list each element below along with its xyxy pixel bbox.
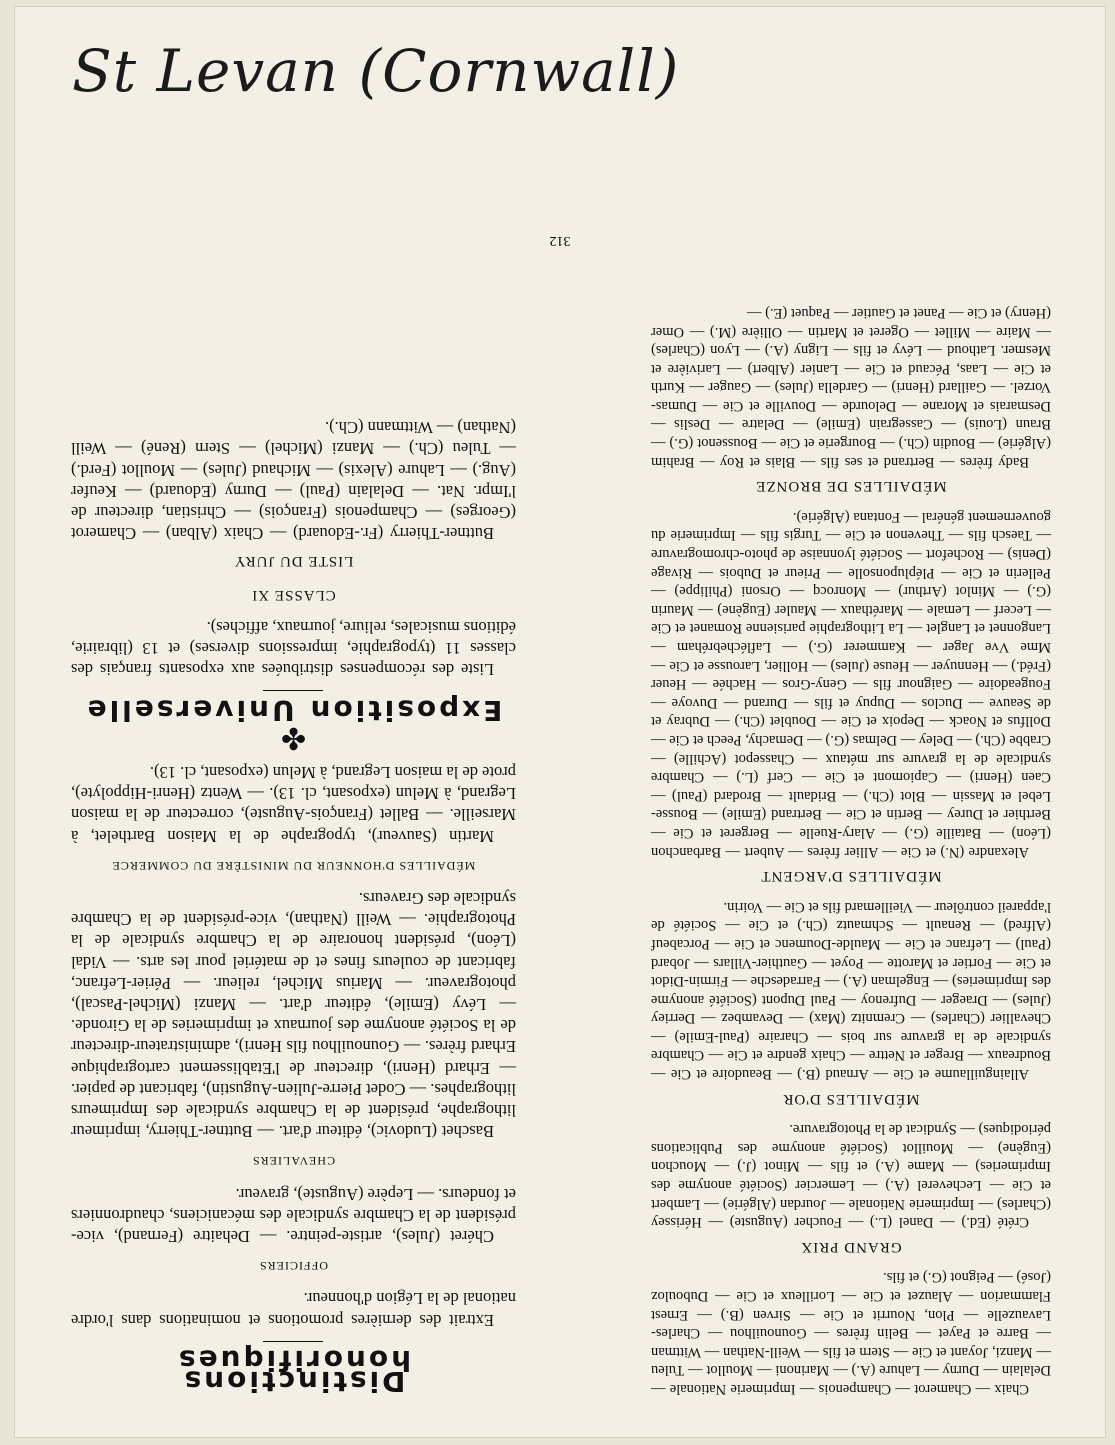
divider bbox=[264, 690, 324, 691]
distinctions-intro: Extrait des dernières promotions et nominations dans l'ordre national de la Légion d'honneur. bbox=[71, 1289, 516, 1330]
page-number: 312 bbox=[549, 233, 571, 248]
scanned-page bbox=[14, 6, 1106, 1438]
distinctions-title: Distinctions honorifiques bbox=[175, 1343, 412, 1398]
hors-concours-text: Chaix — Chamerot — Champenois — Imprimerie Nationale — Delalain — Durny — Lahure (A.) — Marinoni — Moullot — Tuleu — Manzi, Joyant et Cie — Stern et fils — Weill-Nathan — Wittman — Barre et Payet — Belin frères — Gounouilhou — Charles-Lavauzelle — Plon, Nourrit et Cie — Sirven (B.) — Ernest Flammarion — Alauzet et Cie — Lorilleux et Cie — Dubouloz (José) — Peignot (G.) et fils. bbox=[651, 1269, 1051, 1397]
commerce-heading: MÉDAILLES D'HONNEUR DU MINISTÈRE DU COMMERCE bbox=[111, 858, 476, 873]
jury-text: Buttner-Thierry (Fr.-Edouard) — Chaix (Alban) — Chamerot (Georges) — Champenois (François) — Christian, directeur de l'Impr. Nat. — Delalain (Paul) — Durny (Edouard) — Keufer (Aug.) — Lahure (Alexis) — Michaud (Jules) — Moullot (Ferd.) — Tuleu (Ch.) — Manzi (Michel) — Stern (René) — Weill (Nathan) — Wittmann (Ch.). bbox=[71, 418, 516, 544]
argent-text: Alexandre (N.) et Cie — Allier frères — Aubert — Barbanchon (Léon) — Bataille (G.) — Alary-Ruelle — Bergeret et Cie — Berthier et Durey — Bertin et Cie — Bertrand (Emile) — Bousse-Lebel et Massin — Blot (Ch.) — Bridault — Brodard (Paul) — Caen (Henri) — Capiomont et Cie — Cerf (L.) — Chambre syndicale de la gravure sur métaux — Chassepot (Achille) — Crabbe (Ch.) — Deley — Delmas (G.) — Demachy, Peech et Cie — Dollfus et Noack — Depoix et Cie — Doublet (Ch.) — Dubray et de Seauve — Duclos — Dupuy et fils — Durand — Duvoye — Fougeadoire — Gaignour fils — Geny-Gros — Hachée — Heuer (Fréd.) — Hennuyer — Heuse (Jules) — Hollier, Larousse et Cie — Mme Vve Jager — Kammerer (G.) — Lafléchebréham — Langonnet et Langlet — La Lithographie parisienne Romanet et Cie — Lecerf — Lemale — Maréthaux — Mauler (Eugène) — Maurin (G.) — Minlot (Arthur) — Monrocq — Orsoni (Philippe) — Pellerin et Cie — Plépluponsolle — Prieur et Dubois — Rivage (Denis) — Rochefort — Société lyonnaise de photo-chromogravure — Taesch fils — Thevenon et Cie — Turgis fils — Imprimerie du gouvernement général — Fontana (Algérie). bbox=[651, 508, 1051, 860]
chevaliers-text: Baschet (Ludovic), éditeur d'art. — Buttner-Thierry, imprimeur lithographe, président de la Chambre syndicale des Imprimeurs lithographes. — Codet Pierre-Julien-Augustin), fabricant de papier. — Erhard (Henri), directeur de l'Etablissement cartographique Erhard frères. — Gounouilhou fils Henri), administrateur-directeur de la Société anonyme des journaux et imprimeries de la Gironde. — Lévy (Emile), éditeur d'art. — Manzi (Michel-Pascal), photograveur. — Marius Michel, relieur. — Périer-Lefranc, fabricant de couleurs fines et de matériel pour les arts. — Vidal (Léon), président honoraire de la Chambre syndicale de la Photographie. — Weill (Nathan), vice-président de la Chambre syndicale des Graveurs. bbox=[71, 888, 516, 1142]
jury-heading: LISTE DU JURY bbox=[233, 553, 354, 570]
handwritten-annotation: St Levan (Cornwall) bbox=[72, 37, 680, 105]
ornament-icon: ✤ bbox=[280, 720, 307, 754]
printed-content-upside-down bbox=[14, 6, 1106, 1438]
grand-prix-heading: GRAND PRIX bbox=[800, 1238, 902, 1255]
column-right bbox=[71, 417, 516, 1398]
argent-heading: MÉDAILLES D'ARGENT bbox=[760, 868, 942, 885]
exposition-title: Exposition Universelle bbox=[84, 693, 503, 727]
column-left bbox=[651, 303, 1051, 1398]
grand-prix-text: Crété (Ed.) — Danel (L.) — Foucher (Auguste) — Hérissey (Charles) — Imprimerie Nationale — Jourdan (Algérie) — Lambert et Cie — Lecheverel (A.) — Lemercier (Société anonyme des Imprimeries) — Mame (A.) et fils — Minot (J.) — Mouchon (Eugène) — Mouillot (Société anonyme des Publications périodiques) — Syndicat de la Photogravure. bbox=[651, 1121, 1051, 1231]
bronze-text: Bady frères — Bertrand et ses fils — Blais et Roy — Brahim (Algérie) — Boudin (Ch.) — Bourgerie et Cie — Boussenot (G.) — Braun (Louis) — Cassegrain (Emile) — Delatre — Deslis — Desmarais et Morane — Delourde — Douville et Cie — Dumas-Vorzel. — Gaillard (Henri) — Gardella (Jules) — Gauger — Kurth et Cie — Laas, Pécaud et Cie — Lanier (Albert) — Larivière et Mesmer. Lathoud — Lévy et fils — Ligny (A.) — Lyon (Charles) — Maire — Millet — Ogeret et Martin — Ollière (M.) — Omer (Henry) et Cie — Panet et Gautier — Paquet (E.) — bbox=[651, 304, 1051, 470]
commerce-text: Martin (Sauveur), typographe de la Maison Barthelet, à Marseille. — Ballet (François-Auguste), correcteur de la maison Legrand, à Melun (exposant, cl. 13). — Wentz (Henri-Hippolyte), prote de la maison Legrand, à Melun (exposant, cl. 13). bbox=[71, 762, 516, 846]
officiers-text: Chéret (Jules), artiste-peintre. — Dehaitre (Fernand), vice-président de la Chambre syndicale des mécaniciens, chaudronniers et fondeurs. — Lepère (Auguste), graveur. bbox=[71, 1184, 516, 1246]
divider bbox=[264, 1341, 324, 1342]
exposition-intro: Liste des récompenses distribuées aux exposants français des classes 11 (typographie, impressions diverses) et 13 (librairie, éditions musicales, reliure, journaux, affiches). bbox=[71, 617, 516, 680]
bronze-heading: MÉDAILLES DE BRONZE bbox=[755, 478, 947, 495]
classe-heading: CLASSE XI bbox=[251, 586, 336, 603]
chevaliers-heading: CHEVALIERS bbox=[251, 1154, 336, 1169]
or-text: Allainguillaume et Cie — Arnaud (B.) — Beaudoire et Cie — Boudreaux — Breger et Nettre — Chaix gendre et Cie — Chambre syndicale de la gravure sur bois — Charaire (Paul-Emile) — Chevallier (Charles) — Cremnitz (Max) — Devambez — Derriey (Jules) — Draeger — Dufrenoy — Paul Dupont (Société anonyme des Imprimeries) — Engelman (A.) — Farradesche — Firmin-Didot et Cie — Fortier et Marotte — Poyet — Gauthier-Villars — Jobard (Paul) — Lefranc et Cie — Maulde-Doumenc et Cie — Porcabeuf (Alfred) — Renault — Schmautz (Ch.) et Cie — Société de l'appareil contrôleur — Vieillemard fils et Cie — Voirin. bbox=[651, 898, 1051, 1083]
officiers-heading: OFFICIERS bbox=[258, 1259, 329, 1274]
or-heading: MÉDAILLES D'OR bbox=[782, 1090, 920, 1107]
